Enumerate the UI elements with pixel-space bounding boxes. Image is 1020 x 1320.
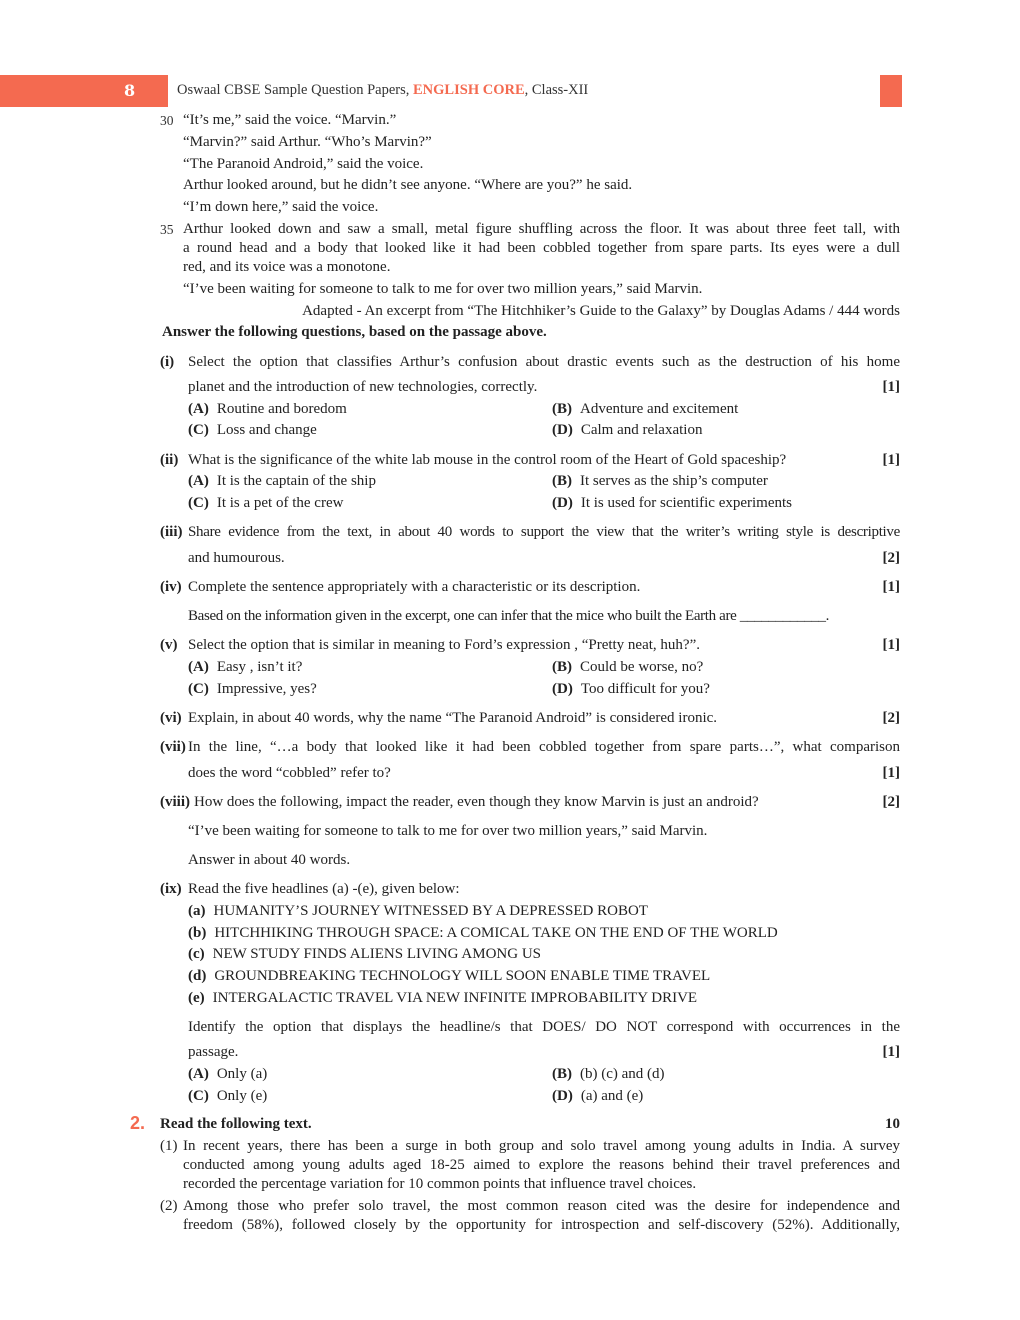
passage-line: a round head and a body that looked like it had been cobbled together from spare parts. Its eyes were a dull — [183, 240, 900, 256]
question-mark: [1] — [882, 452, 900, 468]
header-title-prefix: Oswaal CBSE Sample Question Papers, — [177, 82, 414, 98]
question-text: In the line, “…a body that looked like it had been cobbled together from spare parts…”, what comparison — [188, 739, 900, 755]
option-d: (D) Calm and relaxation — [552, 422, 703, 438]
question-text: Identify the option that displays the headline/s that DOES/ DO NOT correspond with occurrences in the — [188, 1019, 900, 1035]
header-right-tab — [880, 75, 902, 107]
option-a: (A) Only (a) — [188, 1066, 268, 1082]
option-b: (B) It serves as the ship’s computer — [552, 473, 768, 489]
passage-line: Arthur looked down and saw a small, metal figure shuffling across the floor. It was about three feet tall, with — [183, 221, 900, 237]
option-c: (C) Loss and change — [188, 422, 317, 438]
paragraph-line: recorded the percentage variation for 10 common points that influence travel choices. — [183, 1176, 697, 1192]
question-text: Read the five headlines (a) -(e), given below: — [188, 881, 460, 897]
paragraph-line: conducted among young adults aged 18-25 aimed to explore the reasons behind their travel preferences and — [183, 1157, 900, 1173]
paragraph-number: (2) — [160, 1198, 178, 1214]
paragraph-line: freedom (58%), followed closely by the opportunity for introspection and self-discovery (52%). Additionally, — [183, 1217, 900, 1233]
question-quote: “I’ve been waiting for someone to talk to me for over two million years,” said Marvin. — [188, 823, 708, 839]
question-number: (iii) — [160, 524, 183, 540]
question-number: (vi) — [160, 710, 182, 726]
question-text: passage. — [188, 1044, 239, 1060]
question-text: What is the significance of the white lab mouse in the control room of the Heart of Gold spaceship? — [188, 452, 787, 468]
option-a: (A) Easy , isn’t it? — [188, 659, 303, 675]
question-text: and humourous. — [188, 550, 285, 566]
question-mark: [2] — [882, 794, 900, 810]
option-a: (A) Routine and boredom — [188, 401, 347, 417]
question-mark: [1] — [882, 637, 900, 653]
option-b: (B) Could be worse, no? — [552, 659, 704, 675]
question-text: Select the option that classifies Arthur’s confusion about drastic events such as the destruction of his home — [188, 354, 900, 370]
question-text: Share evidence from the text, in about 40 words to support the view that the writer’s writing style is descriptive — [188, 524, 900, 540]
passage-line: “I’ve been waiting for someone to talk to me for over two million years,” said Marvin. — [183, 281, 703, 297]
question-mark: [1] — [882, 379, 900, 395]
question-text: Complete the sentence appropriately with a characteristic or its description. — [188, 579, 641, 595]
headline-item: (a) HUMANITY’S JOURNEY WITNESSED BY A DEPRESSED ROBOT — [188, 903, 648, 919]
option-d: (D) (a) and (e) — [552, 1088, 644, 1104]
passage-line: “The Paranoid Android,” said the voice. — [183, 156, 424, 172]
question-mark: [1] — [882, 1044, 900, 1060]
question-note: Answer in about 40 words. — [188, 852, 351, 868]
option-b: (B) (b) (c) and (d) — [552, 1066, 665, 1082]
question-number: (ix) — [160, 881, 182, 897]
option-c: (C) It is a pet of the crew — [188, 495, 344, 511]
paragraph-number: (1) — [160, 1138, 178, 1154]
headline-item: (c) NEW STUDY FINDS ALIENS LIVING AMONG US — [188, 946, 541, 962]
question-sentence: Based on the information given in the excerpt, one can infer that the mice who built the Earth are ____________. — [188, 608, 830, 624]
page-number: 8 — [124, 81, 136, 100]
passage-line: red, and its voice was a monotone. — [183, 259, 391, 275]
option-d: (D) It is used for scientific experiments — [552, 495, 793, 511]
question-number: (vii) — [160, 739, 186, 755]
question-text: How does the following, impact the reader, even though they know Marvin is just an android? — [194, 794, 759, 810]
question-text: Explain, in about 40 words, why the name “The Paranoid Android” is considered ironic. — [188, 710, 718, 726]
passage-line: “I’m down here,” said the voice. — [183, 199, 379, 215]
question-mark: [1] — [882, 579, 900, 595]
passage-line: “Marvin?” said Arthur. “Who’s Marvin?” — [183, 134, 432, 150]
line-number-30: 30 — [160, 113, 174, 128]
paragraph-line: In recent years, there has been a surge in both group and solo travel among young adults in India. A survey — [183, 1138, 900, 1154]
question-mark: [2] — [882, 710, 900, 726]
instruction: Answer the following questions, based on the passage above. — [162, 324, 547, 340]
section-marks: 10 — [885, 1116, 900, 1132]
option-c: (C) Impressive, yes? — [188, 681, 317, 697]
question-text: does the word “cobbled” refer to? — [188, 765, 391, 781]
option-b: (B) Adventure and excitement — [552, 401, 739, 417]
question-mark: [1] — [882, 765, 900, 781]
headline-item: (b) HITCHHIKING THROUGH SPACE: A COMICAL TAKE ON THE END OF THE WORLD — [188, 925, 778, 941]
section-number: 2. — [130, 1113, 146, 1133]
headline-item: (e) INTERGALACTIC TRAVEL VIA NEW INFINITE IMPROBABILITY DRIVE — [188, 990, 698, 1006]
question-number: (iv) — [160, 579, 182, 595]
question-text: planet and the introduction of new technologies, correctly. — [188, 379, 538, 395]
section-title: Read the following text. — [160, 1116, 312, 1132]
question-mark: [2] — [882, 550, 900, 566]
line-number-35: 35 — [160, 222, 174, 237]
option-d: (D) Too difficult for you? — [552, 681, 710, 697]
question-text: Select the option that is similar in meaning to Ford’s expression , “Pretty neat, huh?”. — [188, 637, 700, 653]
header-class: , Class-XII — [524, 82, 589, 98]
headline-item: (d) GROUNDBREAKING TECHNOLOGY WILL SOON ENABLE TIME TRAVEL — [188, 968, 711, 984]
question-number: (viii) — [160, 794, 190, 810]
question-number: (ii) — [160, 452, 179, 468]
passage-line: Arthur looked around, but he didn’t see anyone. “Where are you?” he said. — [183, 177, 633, 193]
question-number: (i) — [160, 354, 175, 370]
option-a: (A) It is the captain of the ship — [188, 473, 376, 489]
passage-line: “It’s me,” said the voice. “Marvin.” — [183, 112, 397, 128]
option-c: (C) Only (e) — [188, 1088, 268, 1104]
paragraph-line: Among those who prefer solo travel, the most common reason cited was the desire for independence and — [183, 1198, 900, 1214]
header-title — [177, 82, 588, 99]
passage-source: Adapted - An excerpt from “The Hitchhiker’s Guide to the Galaxy” by Douglas Adams / 444 words — [302, 303, 900, 319]
question-number: (v) — [160, 637, 178, 653]
header-subject: ENGLISH CORE — [413, 82, 525, 98]
